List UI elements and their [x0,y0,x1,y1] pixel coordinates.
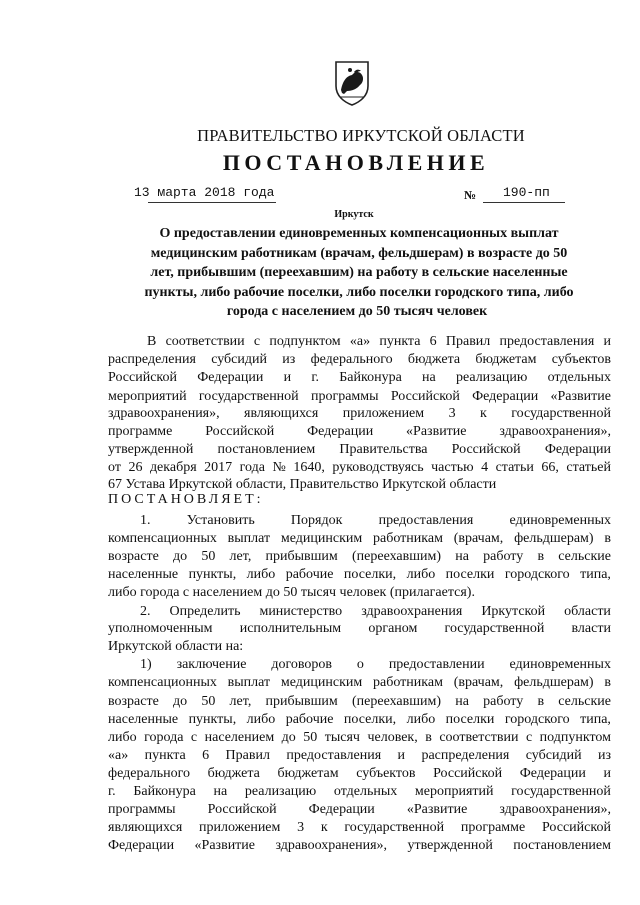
document-number: 190-пп [503,185,550,200]
body-line: населенные пункты, либо рабочие поселки, либо поселки городского типа, [108,712,611,727]
body-line: населенные пункты, либо рабочие поселки, либо поселки городского типа, [108,567,611,582]
title-line: О предоставлении единовременных компенсационных выплат [159,226,559,241]
body-line: компенсационных выплат медицинским работникам (врачам, фельдшерам) в [108,531,611,546]
document-date: 13 марта 2018 года [134,185,275,200]
body-line: 2. Определить министерство здравоохранения Иркутской области [140,604,611,619]
body-line: федерального бюджета бюджетам субъектов Российской Федерации и [108,766,611,781]
body-line: возрасте до 50 лет, прибывшим (переехавшим) на работу в сельские [108,694,611,709]
body-line: Российской Федерации и г. Байконура на реализацию отдельных [108,370,611,385]
coat-of-arms-emblem [334,60,370,106]
title-line: лет, прибывшим (переехавшим) на работу в сельские населенные [150,265,568,280]
number-sign: № [464,188,477,202]
issuing-authority: ПРАВИТЕЛЬСТВО ИРКУТСКОЙ ОБЛАСТИ [197,126,525,145]
body-line: либо города с населением до 50 тысяч человек, в соответствии с подпунктом [108,730,611,745]
body-line: мероприятий государственной программы Российской Федерации «Развитие [108,389,611,404]
document-city: Иркутск [334,209,374,220]
body-line: являющихся приложением 3 к государственной программе Российской [108,820,611,835]
body-line: Федерации «Развитие здравоохранения», утвержденной постановлением [108,838,611,853]
body-line: Иркутской области на: [108,639,244,654]
body-line: возрасте до 50 лет, прибывшим (переехавшим) на работу в сельские [108,549,611,564]
body-line: либо города с населением до 50 тысяч человек (прилагается). [108,585,475,600]
body-line: распределения субсидий из федерального бюджета бюджетам субъектов [108,352,611,367]
body-line: «а» пункта 6 Правил предоставления и распределения субсидий из [108,748,611,763]
date-underline [148,202,276,203]
body-line: от 26 декабря 2017 года № 1640, руководствуясь частью 4 статьи 66, статьей [108,460,611,475]
body-line: В соответствии с подпунктом «а» пункта 6 Правил предоставления и [147,334,611,349]
body-line: 1) заключение договоров о предоставлении единовременных [140,657,611,672]
number-underline [483,202,565,203]
body-line: утвержденной постановлением Правительства Российской Федерации [108,442,611,457]
body-line: здравоохранения», являющихся приложением 3 к государственной [108,406,611,421]
body-line: ПОСТАНОВЛЯЕТ: [108,492,264,507]
body-line: программы Российской Федерации «Развитие здравоохранения», [108,802,611,817]
title-line: медицинским работникам (врачам, фельдшерам) в возрасте до 50 [150,246,568,261]
title-line: города с населением до 50 тысяч человек [226,304,488,319]
document-type: ПОСТАНОВЛЕНИЕ [222,150,490,175]
body-line: уполномоченным исполнительным органом государственной власти [108,621,611,636]
body-line: 1. Установить Порядок предоставления единовременных [140,513,611,528]
title-line: пункты, либо рабочие поселки, либо поселки городского типа, либо [144,285,574,300]
body-line: программе Российской Федерации «Развитие здравоохранения», [108,424,611,439]
body-line: 67 Устава Иркутской области, Правительство Иркутской области [108,477,497,492]
body-line: компенсационных выплат медицинским работникам (врачам, фельдшерам) в [108,675,611,690]
body-line: г. Байконура на реализацию отдельных мероприятий государственной [108,784,611,799]
